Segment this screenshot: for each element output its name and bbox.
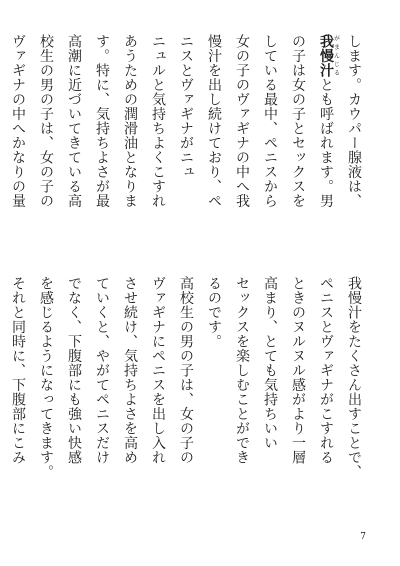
text-column: 高校生の男の子は、女の子の: [178, 276, 194, 465]
text-column: させ続け、気持ちよさを高め: [122, 276, 138, 465]
ruby-base: 我慢汁: [318, 34, 334, 78]
text-column: セックスを楽しむことができ: [234, 276, 250, 465]
text-column: ときのヌルヌル感がより一層: [290, 276, 306, 465]
text-column: 高まり、とても気持ちいい: [262, 276, 278, 450]
text-column: ていくと、やがてペニスだけ: [94, 276, 110, 465]
text-column: ペニスとヴァギナがこすれる: [318, 276, 334, 465]
text-column: 我慢汁をたくさん出すことで、: [346, 276, 362, 479]
text-column: します。カウパー腺液は、: [346, 34, 362, 208]
text-column: している最中、ペニスから: [262, 34, 278, 208]
ruby-reading: がまんじる: [332, 34, 340, 78]
text-column: 高潮に近づいてきている高: [66, 34, 82, 208]
upper-text-block: [0, 34, 368, 244]
text-column: [312, 34, 340, 244]
text-column: ヴァギナの中へかなりの量: [10, 34, 26, 208]
text-column: ニュルと気持ちよくこすれ: [150, 34, 166, 208]
text-run: とも呼ばれます。男: [318, 77, 334, 208]
text-column: の子は女の子とセックスを: [290, 34, 306, 208]
text-column: ニスとヴァギナがニュ: [178, 34, 194, 179]
text-column: 慢汁を出し続けており、ペ: [206, 34, 222, 208]
page-number: 7: [360, 532, 366, 542]
text-column: [0, 34, 4, 244]
text-column: 校生の男の子は、女の子の: [38, 34, 54, 208]
text-column: を感じるようになってきます。: [38, 276, 54, 479]
text-column: それと同時に、下腹部にこみ: [10, 276, 26, 465]
text-column: 女の子のヴァギナの中へ我: [234, 34, 250, 208]
text-column: ヴァギナにペニスを出し入れ: [150, 276, 166, 465]
text-column: [0, 276, 4, 486]
text-column: す。特に、気持ちよさが最: [94, 34, 110, 208]
ruby-term-gamanjiru: [318, 34, 340, 78]
lower-text-block: [0, 276, 368, 486]
text-column: るのです。: [206, 276, 222, 349]
text-column: でなく、下腹部にも強い快感: [66, 276, 82, 465]
text-column: あうための潤滑油となりま: [122, 34, 138, 208]
